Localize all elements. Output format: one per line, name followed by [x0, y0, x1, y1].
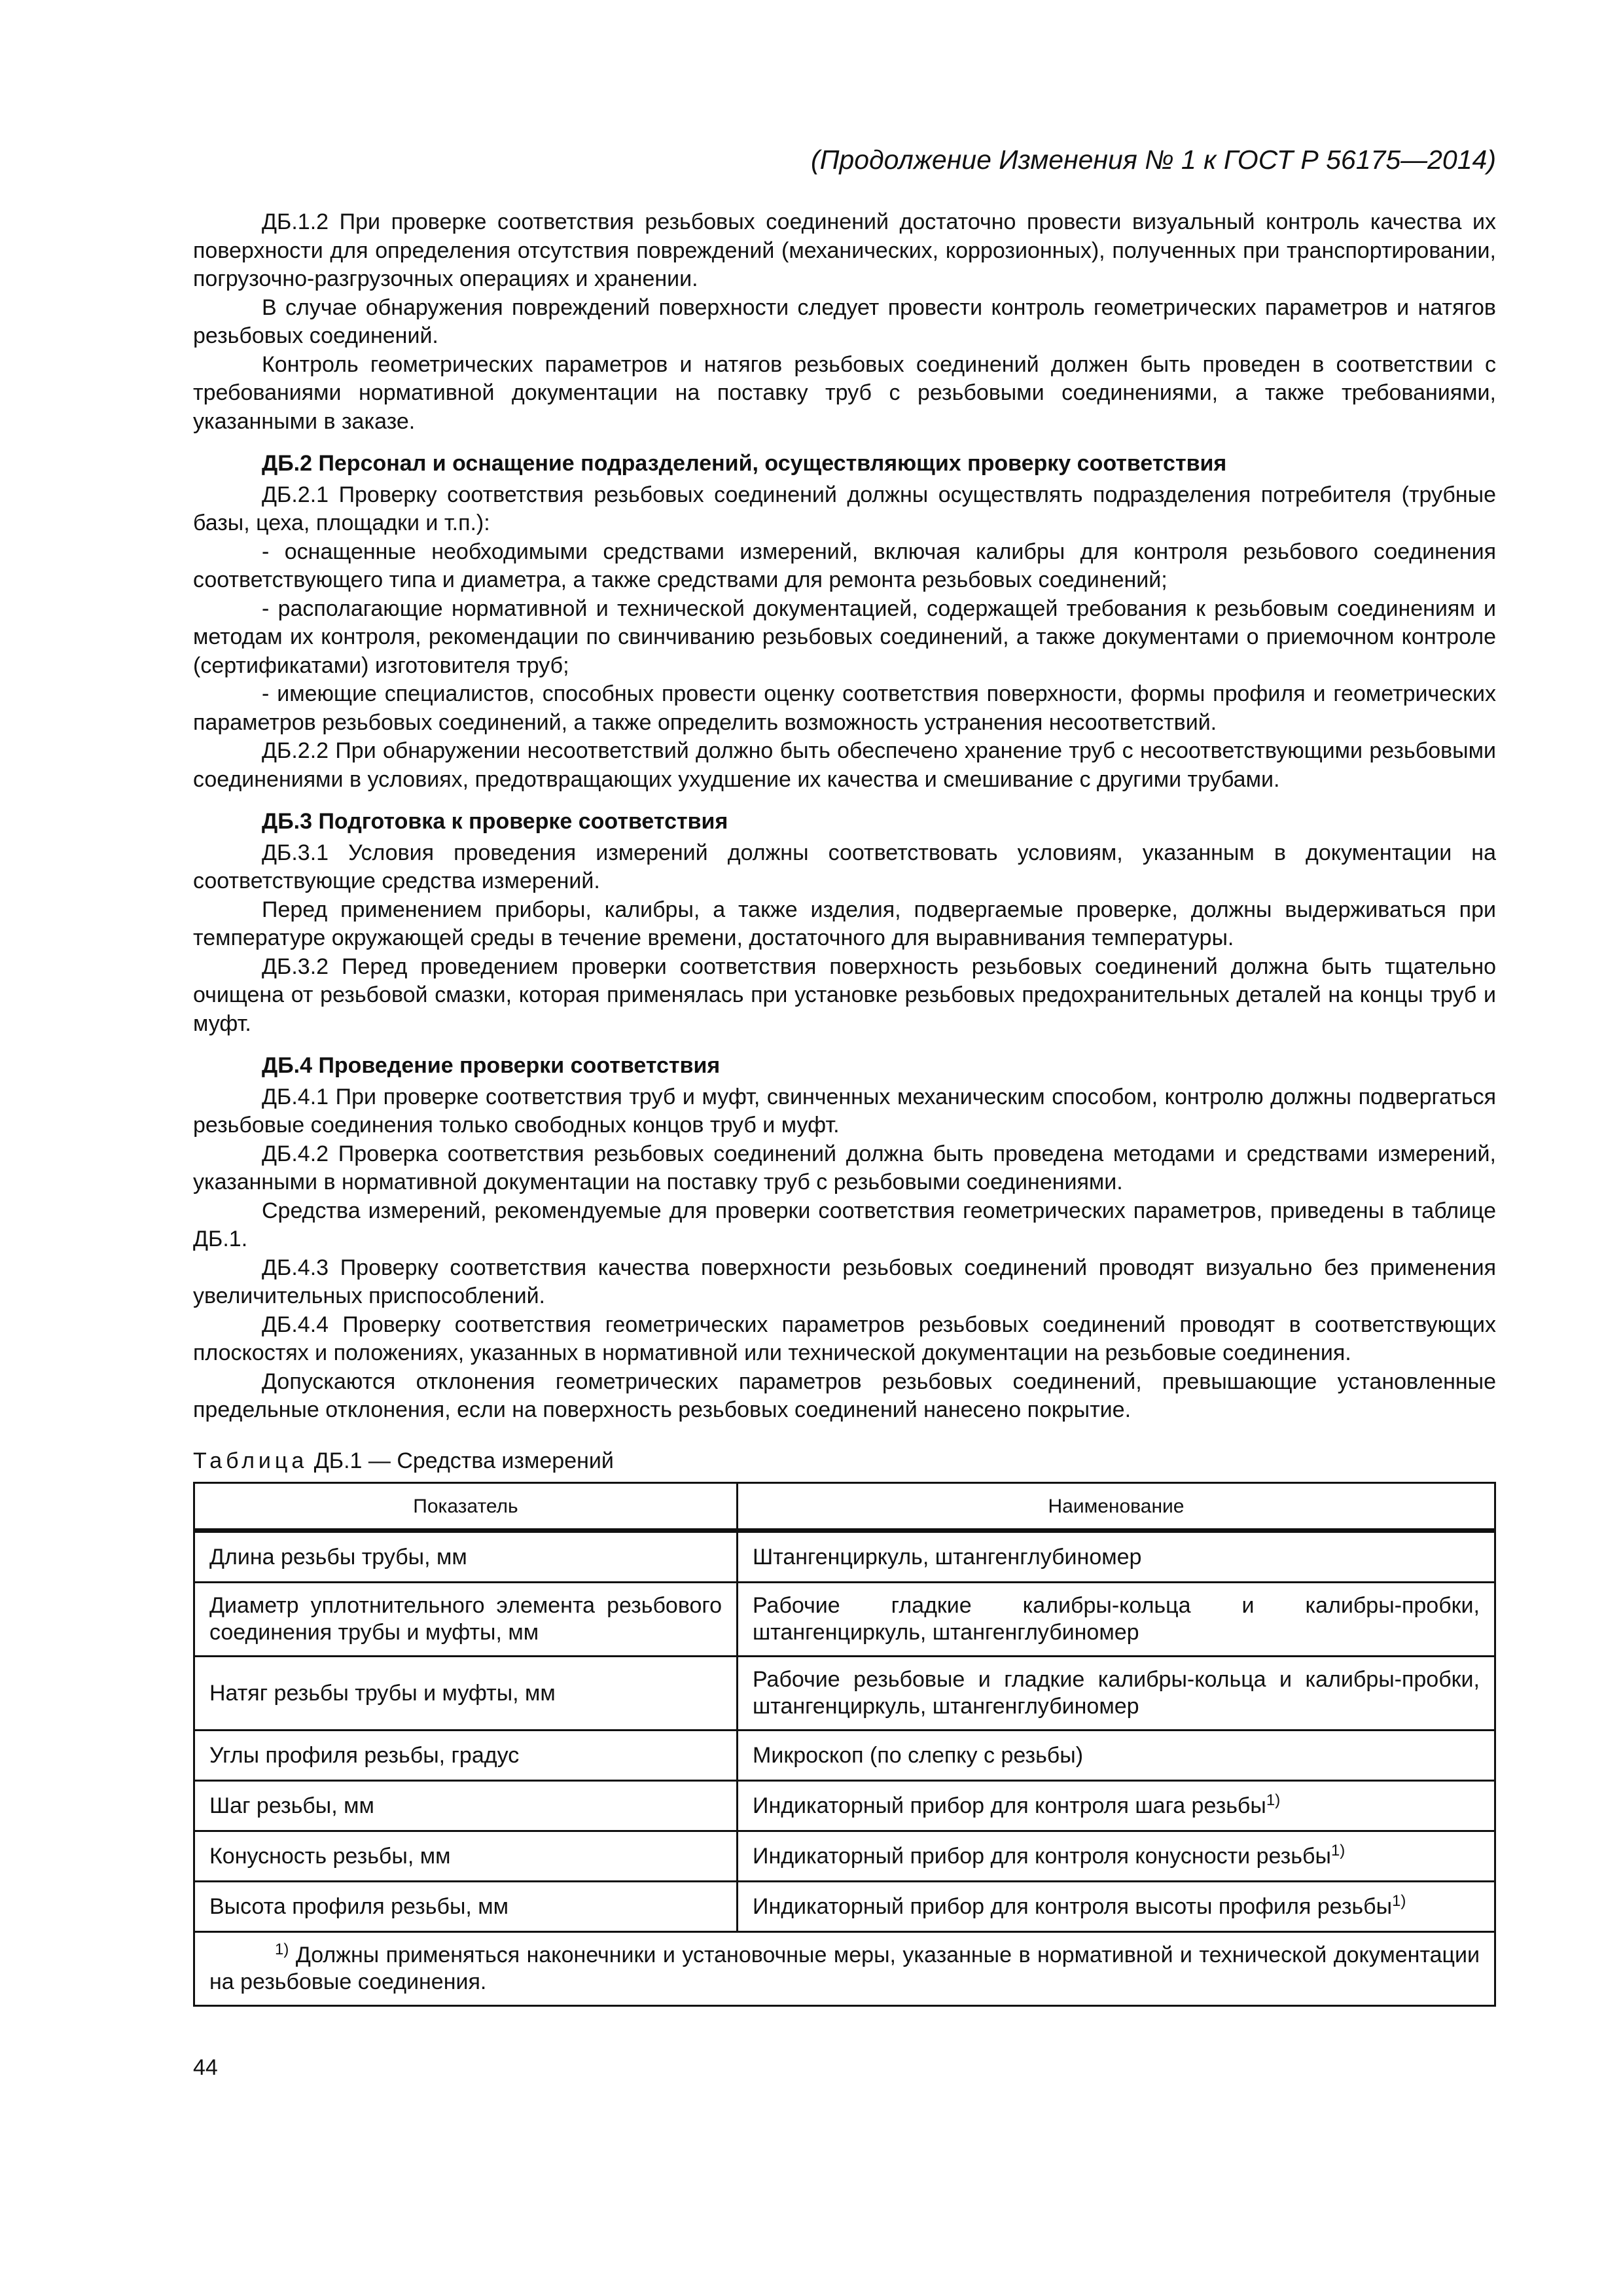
table-cell: Углы профиля резьбы, градус: [194, 1731, 738, 1781]
table-row: [194, 1882, 1495, 1932]
cell-text: Индикаторный прибор для контроля шага резьбы: [753, 1793, 1266, 1818]
section-heading: ДБ.4 Проведение проверки соответствия: [262, 1053, 721, 1078]
table-footnote: [194, 1932, 1495, 2006]
cell-text: Индикаторный прибор для контроля конусности резьбы: [753, 1843, 1331, 1869]
footnote-marker: 1): [1266, 1791, 1281, 1809]
header-cell-indicator: Показатель: [194, 1483, 738, 1531]
paragraph: ДБ.4.4 Проверку соответствия геометрических параметров резьбовых соединений проводят в соответствующих плоскостях и положениях, указанных в нормативной или технической документации на резьбовые соединения.: [193, 1312, 1496, 1365]
table-row: [194, 1531, 1495, 1583]
table-row: [194, 1657, 1495, 1731]
table-cell: Рабочие резьбовые и гладкие калибры-кольца и калибры-пробки, штангенциркуль, штангенглубиномер: [738, 1657, 1495, 1731]
list-item: - оснащенные необходимыми средствами измерений, включая калибры для контроля резьбового соединения соответствующего типа и диаметра, а также средствами для ремонта резьбовых соединений;: [193, 539, 1496, 592]
measurement-table: [193, 1482, 1496, 2007]
table-cell: Диаметр уплотнительного элемента резьбового соединения трубы и муфты, мм: [194, 1583, 738, 1657]
table-caption-word: Таблица: [193, 1448, 308, 1473]
section-heading: ДБ.2 Персонал и оснащение подразделений, осуществляющих проверку соответствия: [262, 451, 1227, 476]
paragraph: ДБ.3.2 Перед проведением проверки соответствия поверхность резьбовых соединений должна быть тщательно очищена от резьбовой смазки, которая применялась при установке резьбовых предохранительных деталей на концы труб и муфт.: [193, 954, 1496, 1036]
paragraph: В случае обнаружения повреждений поверхности следует провести контроль геометрических параметров и натягов резьбовых соединений.: [193, 295, 1496, 348]
footnote-marker: 1): [1392, 1892, 1406, 1910]
table-cell: Шаг резьбы, мм: [194, 1781, 738, 1831]
table-caption: [193, 1447, 1496, 1476]
table-row: [194, 1831, 1495, 1882]
document-body: [193, 208, 1496, 2007]
table-cell: Высота профиля резьбы, мм: [194, 1882, 738, 1932]
footnote-text: Должны применяться наконечники и установочные меры, указанные в нормативной и технической документации на резьбовые соединения.: [209, 1943, 1480, 1994]
table-cell: Длина резьбы трубы, мм: [194, 1531, 738, 1583]
paragraph: ДБ.4.2 Проверка соответствия резьбовых соединений должна быть проведена методами и средствами измерений, указанными в нормативной документации на поставку труб с резьбовыми соединениями.: [193, 1141, 1496, 1194]
paragraph: ДБ.1.2 При проверке соответствия резьбовых соединений достаточно провести визуальный контроль качества их поверхности для определения отсутствия повреждений (механических, коррозионных), полученных при транспортировании, погрузочно-разгрузочных операциях и хранении.: [193, 209, 1496, 291]
footnote-marker: 1): [275, 1941, 289, 1958]
list-item: - располагающие нормативной и технической документацией, содержащей требования к резьбовым соединениям и методам их контроля, рекомендации по свинчиванию резьбовых соединений, а также документами о приемочном контроле (сертификатами) изготовителя труб;: [193, 596, 1496, 678]
paragraph: ДБ.3.1 Условия проведения измерений должны соответствовать условиям, указанным в документации на соответствующие средства измерений.: [193, 840, 1496, 893]
table-header-row: [194, 1483, 1495, 1531]
table-cell: [738, 1781, 1495, 1831]
paragraph: Допускаются отклонения геометрических параметров резьбовых соединений, превышающие установленные предельные отклонения, если на поверхность резьбовых соединений нанесено покрытие.: [193, 1369, 1496, 1422]
list-item: - имеющие специалистов, способных провести оценку соответствия поверхности, формы профиля и геометрических параметров резьбовых соединений, а также определить возможность устранения несоответствий.: [193, 681, 1496, 735]
paragraph: ДБ.2.1 Проверку соответствия резьбовых соединений должны осуществлять подразделения потребителя (трубные базы, цеха, площадки и т.п.):: [193, 482, 1496, 535]
table-cell: Штангенциркуль, штангенглубиномер: [738, 1531, 1495, 1583]
table-footnote-row: [194, 1932, 1495, 2006]
table-cell: [738, 1882, 1495, 1932]
table-cell: [738, 1831, 1495, 1882]
table-cell: Рабочие гладкие калибры-кольца и калибры-пробки, штангенциркуль, штангенглубиномер: [738, 1583, 1495, 1657]
paragraph: ДБ.2.2 При обнаружении несоответствий должно быть обеспечено хранение труб с несоответствующими резьбовыми соединениями в условиях, предотвращающих ухудшение их качества и смешивание с другими трубами.: [193, 738, 1496, 792]
table-row: [194, 1583, 1495, 1657]
paragraph: ДБ.4.1 При проверке соответствия труб и муфт, свинченных механическим способом, контролю должны подвергаться резьбовые соединения только свободных концов труб и муфт.: [193, 1084, 1496, 1138]
paragraph: Перед применением приборы, калибры, а также изделия, подвергаемые проверке, должны выдерживаться при температуре окружающей среды в течение времени, достаточного для выравнивания температуры.: [193, 897, 1496, 950]
cell-text: Индикаторный прибор для контроля высоты профиля резьбы: [753, 1893, 1393, 1919]
table-caption-text: ДБ.1 — Средства измерений: [308, 1448, 614, 1473]
table-row: [194, 1781, 1495, 1831]
table-cell: Натяг резьбы трубы и муфты, мм: [194, 1657, 738, 1731]
paragraph: ДБ.4.3 Проверку соответствия качества поверхности резьбовых соединений проводят визуально без применения увеличительных приспособлений.: [193, 1255, 1496, 1308]
paragraph: Средства измерений, рекомендуемые для проверки соответствия геометрических параметров, приведены в таблице ДБ.1.: [193, 1198, 1496, 1251]
table-row: [194, 1731, 1495, 1781]
running-header: (Продолжение Изменения № 1 к ГОСТ Р 56175—2014): [811, 145, 1496, 175]
table-cell: Микроскоп (по слепку с резьбы): [738, 1731, 1495, 1781]
section-heading: ДБ.3 Подготовка к проверке соответствия: [262, 809, 728, 834]
header-cell-name: Наименование: [738, 1483, 1495, 1531]
page-number: 44: [193, 2055, 218, 2080]
table-cell: Конусность резьбы, мм: [194, 1831, 738, 1882]
paragraph: Контроль геометрических параметров и натягов резьбовых соединений должен быть проведен в соответствии с требованиями нормативной документации на поставку труб с резьбовыми соединениями, а также требованиями, указанными в заказе.: [193, 351, 1496, 434]
footnote-marker: 1): [1330, 1841, 1346, 1859]
